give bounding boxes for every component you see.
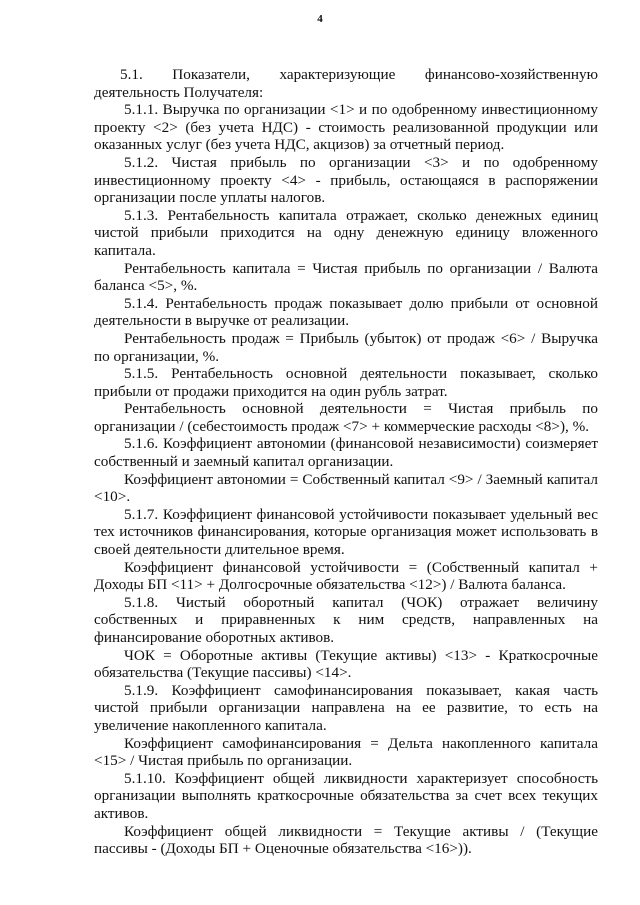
paragraph-5-1-3: 5.1.3. Рентабельность капитала отражает, сколько денежных единиц чистой прибыли приходится на одну денежную единицу вложенного капитала. bbox=[94, 206, 598, 259]
formula-core-activity-profitability: Рентабельность основной деятельности = Чистая прибыль по организации / (себестоимость продаж <7> + коммерческие расходы <8>), %. bbox=[94, 400, 598, 435]
paragraph-5-1-5: 5.1.5. Рентабельность основной деятельности показывает, сколько прибыли от продажи приходится на один рубль затрат. bbox=[94, 365, 598, 400]
paragraph-5-1-9: 5.1.9. Коэффициент самофинансирования показывает, какая часть чистой прибыли организации направлена на ее развитие, то есть на увеличение накопленного капитала. bbox=[94, 681, 598, 734]
page-number: 4 bbox=[317, 13, 323, 25]
formula-self-financing-ratio: Коэффициент самофинансирования = Дельта накопленного капитала <15> / Чистая прибыль по организации. bbox=[94, 734, 598, 770]
formula-autonomy-ratio: Коэффициент автономии = Собственный капитал <9> / Заемный капитал <10>. bbox=[94, 470, 598, 506]
document-body bbox=[94, 66, 598, 858]
formula-net-working-capital: ЧОК = Оборотные активы (Текущие активы) <13> - Краткосрочные обязательства (Текущие пассивы) <14>. bbox=[94, 646, 598, 682]
formula-financial-stability-ratio: Коэффициент финансовой устойчивости = (Собственный капитал + Доходы БП <11> + Долгосрочные обязательства <12>) / Валюта баланса. bbox=[94, 558, 598, 594]
paragraph-5-1-7: 5.1.7. Коэффициент финансовой устойчивости показывает удельный вес тех источников финансирования, которые организация может использовать в своей деятельности длительное время. bbox=[94, 505, 598, 559]
formula-capital-profitability: Рентабельность капитала = Чистая прибыль по организации / Валюта баланса <5>, %. bbox=[94, 259, 598, 295]
formula-sales-profitability: Рентабельность продаж = Прибыль (убыток) от продаж <6> / Выручка по организации, %. bbox=[94, 329, 598, 365]
section-heading-5-1: 5.1. Показатели, характеризующие финансово-хозяйственную деятельность Получателя: bbox=[94, 66, 598, 101]
paragraph-5-1-1: 5.1.1. Выручка по организации <1> и по одобренному инвестиционному проекту <2> (без учета НДС) - стоимость реализованной продукции или оказанных услуг (без учета НДС, акцизов) за отчетный период. bbox=[94, 101, 598, 154]
paragraph-5-1-2: 5.1.2. Чистая прибыль по организации <3> и по одобренному инвестиционному проекту <4> - прибыль, остающаяся в распоряжении организации после уплаты налогов. bbox=[94, 153, 598, 207]
paragraph-5-1-4: 5.1.4. Рентабельность продаж показывает долю прибыли от основной деятельности в выручке от реализации. bbox=[94, 294, 598, 330]
paragraph-5-1-8: 5.1.8. Чистый оборотный капитал (ЧОК) отражает величину собственных и приравненных к ним средств, направленных на финансирование оборотных активов. bbox=[94, 593, 598, 646]
paragraph-5-1-10: 5.1.10. Коэффициент общей ликвидности характеризует способность организации выполнять краткосрочные обязательства за счет всех текущих активов. bbox=[94, 769, 598, 822]
formula-current-liquidity-ratio: Коэффициент общей ликвидности = Текущие активы / (Текущие пассивы - (Доходы БП + Оценочные обязательства <16>)). bbox=[94, 822, 598, 858]
paragraph-5-1-6: 5.1.6. Коэффициент автономии (финансовой независимости) соизмеряет собственный и заемный капитал организации. bbox=[94, 435, 598, 471]
